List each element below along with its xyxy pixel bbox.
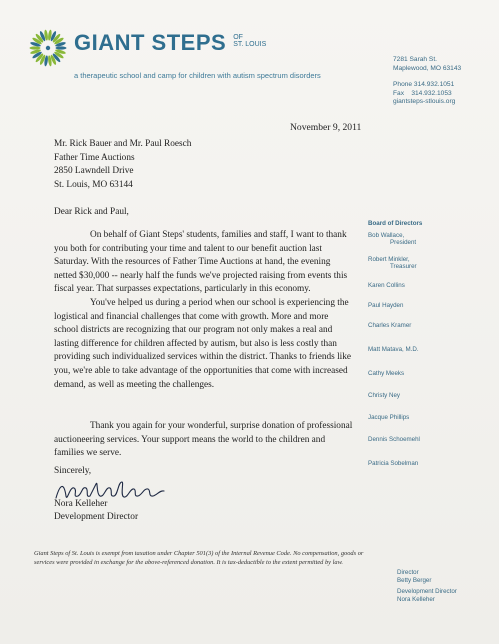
brand-name: GIANT STEPS xyxy=(74,30,227,55)
staff-name: Nora Kelleher xyxy=(397,595,435,603)
staff-item xyxy=(397,588,457,603)
letter-date: November 9, 2011 xyxy=(290,122,362,133)
tax-exempt-footnote: Giant Steps of St. Louis is exempt from taxation under Chapter 501(3) of the Internal Revenue Code. No compensation, goods or services were provided in exchange for the above-referenced donation. It is tax-deductible to the extent permitted by law. xyxy=(34,550,364,566)
board-member-name: Robert Minkler, xyxy=(368,256,410,263)
board-member xyxy=(368,232,416,246)
address-line-1: 7281 Sarah St. xyxy=(393,56,437,63)
board-member xyxy=(368,282,405,289)
board-member-name: Charles Kramer xyxy=(368,322,412,329)
logo-petal xyxy=(56,46,67,49)
paragraph-2: You've helped us during a period when our school is experiencing the logistical and financial challenges that come with growth. More and more school districts are recognizing that our program not only makes a real and lasting difference for children affected by autism, but also is less costly than providing such individualized services within the district. Thanks to friends like you, we're able to take advantage of the opportunities that come with increased demand, as well as meeting the challenges. xyxy=(54,298,352,390)
board-member-name: Karen Collins xyxy=(368,282,405,289)
website: giantsteps-stlouis.org xyxy=(393,98,456,106)
recipient-address xyxy=(54,138,366,192)
board-member-name: Dennis Schoemehl xyxy=(368,436,420,443)
salutation: Dear Rick and Paul, xyxy=(54,207,129,217)
logo-petal xyxy=(30,46,41,49)
signer-title: Development Director xyxy=(54,512,139,522)
board-member-name: Patricia Sobelman xyxy=(368,460,419,467)
board-member xyxy=(368,414,409,421)
board-title: Board of Directors xyxy=(368,220,423,227)
signer-name: Nora Kelleher xyxy=(54,499,108,509)
board-member xyxy=(368,302,403,309)
brand-suffix-of: OF xyxy=(233,34,243,41)
giant-steps-logo-icon xyxy=(26,26,70,70)
staff-title: Director xyxy=(397,569,419,576)
staff-title: Development Director xyxy=(397,588,457,596)
recipient-line: 2850 Lawndell Drive xyxy=(54,166,134,177)
address-line-2: Maplewood, MO 63143 xyxy=(393,64,462,72)
board-member-name: Jacque Phillips xyxy=(368,414,410,421)
phone-number: Phone 314.932.1051 xyxy=(393,81,455,89)
board-member xyxy=(368,392,400,399)
board-member-name: Cathy Meeks xyxy=(368,370,405,377)
brand-suffix xyxy=(233,34,266,48)
brand-wordmark xyxy=(74,30,266,56)
board-of-directors xyxy=(368,220,494,467)
board-member-name: Christy Ney xyxy=(368,392,400,399)
paragraph-1: On behalf of Giant Steps' students, families and staff, I want to thank you both for contributing your time and talent to our benefit auction last Saturday. With the resources of Father Time Auctions at hand, the evening netted $30,000 -- nearly half the funds we've projected raising from events this fiscal year. That surpasses expectations, particularly in this economy. xyxy=(54,230,348,295)
recipient-line: Mr. Rick Bauer and Mr. Paul Roesch xyxy=(54,139,192,149)
recipient-line: Father Time Auctions xyxy=(54,152,135,163)
signer-block xyxy=(54,498,138,524)
board-member xyxy=(368,322,411,329)
tagline: a therapeutic school and camp for children with autism spectrum disorders xyxy=(74,71,321,80)
board-member xyxy=(368,436,420,443)
staff-list xyxy=(397,569,457,607)
contact-block xyxy=(393,56,461,107)
board-member-name: Matt Matava, M.D. xyxy=(368,346,419,353)
staff-name: Betty Berger xyxy=(397,576,432,584)
board-member-name: Bob Wallace, xyxy=(368,232,405,239)
closing: Sincerely, xyxy=(54,466,92,476)
recipient-line: St. Louis, MO 63144 xyxy=(54,179,133,190)
board-member xyxy=(368,460,418,467)
board-member-role: President xyxy=(390,239,417,246)
board-member xyxy=(368,370,404,377)
board-member xyxy=(368,256,417,270)
board-member-role: Treasurer xyxy=(390,263,417,270)
board-member-name: Paul Hayden xyxy=(368,302,404,309)
brand-suffix-city: ST. LOUIS xyxy=(233,41,267,48)
staff-item xyxy=(397,569,457,584)
board-member xyxy=(368,346,419,353)
paragraph-3: Thank you again for your wonderful, surprise donation of professional auctioneering services. Your support means the world to the children and families we serve. xyxy=(54,421,353,459)
fax-number: Fax 314.932.1053 xyxy=(393,89,452,97)
